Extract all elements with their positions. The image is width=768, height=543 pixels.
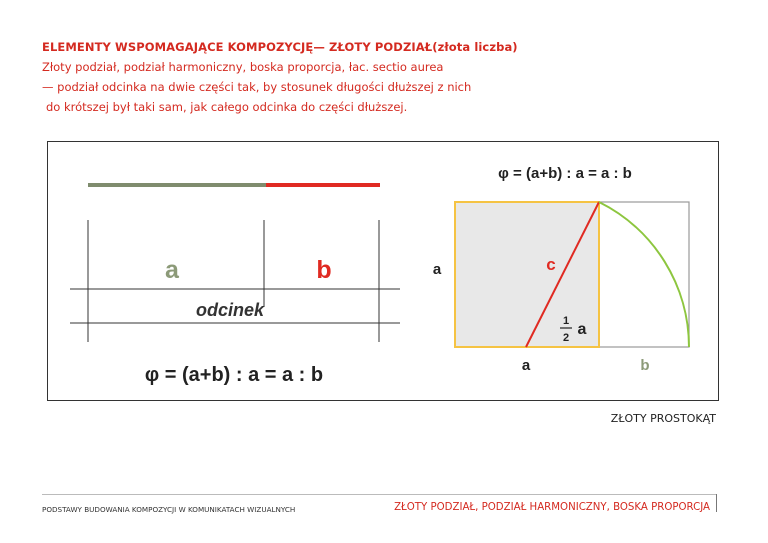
label-bottom-b: b <box>640 357 650 374</box>
golden-arc <box>599 202 689 347</box>
label-c: c <box>546 255 556 274</box>
formula-right: φ = (a+b) : a = a : b <box>498 165 632 182</box>
label-half-denominator: 2 <box>562 332 570 344</box>
label-segment: odcinek <box>195 300 265 320</box>
footer-divider <box>42 494 717 495</box>
intro-line-2: — podział odcinka na dwie części tak, by stosunek długości dłuższej z nich <box>42 80 472 94</box>
intro-line-3: do krótszej był taki sam, jak całego odcinka do części dłuższej. <box>46 100 408 114</box>
label-b: b <box>316 256 332 284</box>
label-half-numerator: 1 <box>562 315 570 327</box>
golden-rectangle-diagram <box>433 165 689 374</box>
golden-ratio-figure <box>47 141 719 401</box>
intro-line-1: Złoty podział, podział harmoniczny, boska proporcja, łac. sectio aurea <box>42 60 444 74</box>
footer-course-title: PODSTAWY BUDOWANIA KOMPOZYCJI W KOMUNIKATACH WIZUALNYCH <box>42 505 296 514</box>
segment-diagram <box>70 185 400 386</box>
label-side-a: a <box>432 261 442 278</box>
label-a: a <box>165 256 179 284</box>
label-bottom-a: a <box>521 357 531 374</box>
page-title: ELEMENTY WSPOMAGAJĄCE KOMPOZYCJĘ— ZŁOTY PODZIAŁ(złota liczba) <box>42 40 518 54</box>
formula-left: φ = (a+b) : a = a : b <box>144 364 324 386</box>
footer-topic: ZŁOTY PODZIAŁ, PODZIAŁ HARMONICZNY, BOSKA PROPORCJA <box>394 502 710 513</box>
figure-caption: ZŁOTY PROSTOKĄT <box>610 412 716 425</box>
footer-divider-tick <box>716 494 717 512</box>
figure-canvas <box>48 142 718 400</box>
label-half-a: a <box>577 321 587 338</box>
